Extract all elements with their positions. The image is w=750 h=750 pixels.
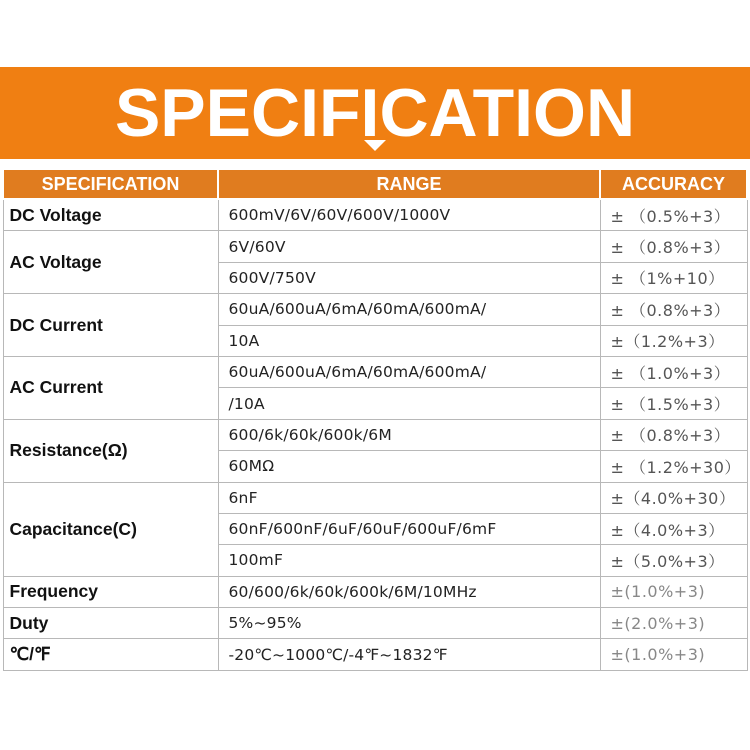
accuracy-cell: ±（4.0%+30） xyxy=(600,482,747,513)
range-cell: 60uA/600uA/6mA/60mA/600mA/ xyxy=(218,356,600,387)
spec-name: Duty xyxy=(3,608,218,639)
accuracy-cell: ± （1%+10） xyxy=(600,262,747,293)
table-row xyxy=(3,231,747,262)
range-cell: 5%~95% xyxy=(218,608,600,639)
range-cell: 60uA/600uA/6mA/60mA/600mA/ xyxy=(218,294,600,325)
column-header-range: RANGE xyxy=(218,169,600,199)
table-row xyxy=(3,639,747,670)
range-cell: 600V/750V xyxy=(218,262,600,293)
table-row xyxy=(3,294,747,325)
spec-name: Frequency xyxy=(3,576,218,607)
range-cell: 6nF xyxy=(218,482,600,513)
specification-table xyxy=(2,168,748,671)
accuracy-cell: ± （1.0%+3） xyxy=(600,356,747,387)
page-title: SPECIFICATION xyxy=(114,75,636,151)
range-cell: 60MΩ xyxy=(218,451,600,482)
spec-name: DC Voltage xyxy=(3,199,218,231)
accuracy-cell: ± （0.8%+3） xyxy=(600,231,747,262)
range-cell: 600/6k/60k/600k/6M xyxy=(218,419,600,450)
table-row xyxy=(3,199,747,231)
accuracy-cell: ±（4.0%+3） xyxy=(600,513,747,544)
accuracy-cell: ± （0.8%+3） xyxy=(600,294,747,325)
spec-name: Resistance(Ω) xyxy=(3,419,218,482)
column-header-specification: SPECIFICATION xyxy=(3,169,218,199)
table-row xyxy=(3,576,747,607)
spec-name: AC Voltage xyxy=(3,231,218,294)
range-cell: 60nF/600nF/6uF/60uF/600uF/6mF xyxy=(218,513,600,544)
spec-name: ℃/℉ xyxy=(3,639,218,670)
accuracy-cell: ±(1.0%+3) xyxy=(600,576,747,607)
column-header-accuracy: ACCURACY xyxy=(600,169,747,199)
accuracy-cell: ± （1.2%+30） xyxy=(600,451,747,482)
range-cell: 10A xyxy=(218,325,600,356)
range-cell: 60/600/6k/60k/600k/6M/10MHz xyxy=(218,576,600,607)
range-cell: 6V/60V xyxy=(218,231,600,262)
range-cell: 600mV/6V/60V/600V/1000V xyxy=(218,199,600,231)
accuracy-cell: ± （1.5%+3） xyxy=(600,388,747,419)
accuracy-cell: ±（1.2%+3） xyxy=(600,325,747,356)
accuracy-cell: ±（5.0%+3） xyxy=(600,545,747,576)
table-header xyxy=(3,169,747,199)
table-row xyxy=(3,482,747,513)
accuracy-cell: ±(1.0%+3) xyxy=(600,639,747,670)
spec-name: DC Current xyxy=(3,294,218,357)
table-row xyxy=(3,419,747,450)
accuracy-cell: ± （0.8%+3） xyxy=(600,419,747,450)
spec-name: Capacitance(C) xyxy=(3,482,218,576)
table-row xyxy=(3,356,747,387)
table-row xyxy=(3,608,747,639)
range-cell: /10A xyxy=(218,388,600,419)
accuracy-cell: ±(2.0%+3) xyxy=(600,608,747,639)
accuracy-cell: ± （0.5%+3） xyxy=(600,199,747,231)
down-arrow-icon xyxy=(364,140,386,151)
spec-name: AC Current xyxy=(3,356,218,419)
range-cell: 100mF xyxy=(218,545,600,576)
range-cell: -20℃~1000℃/-4℉~1832℉ xyxy=(218,639,600,670)
